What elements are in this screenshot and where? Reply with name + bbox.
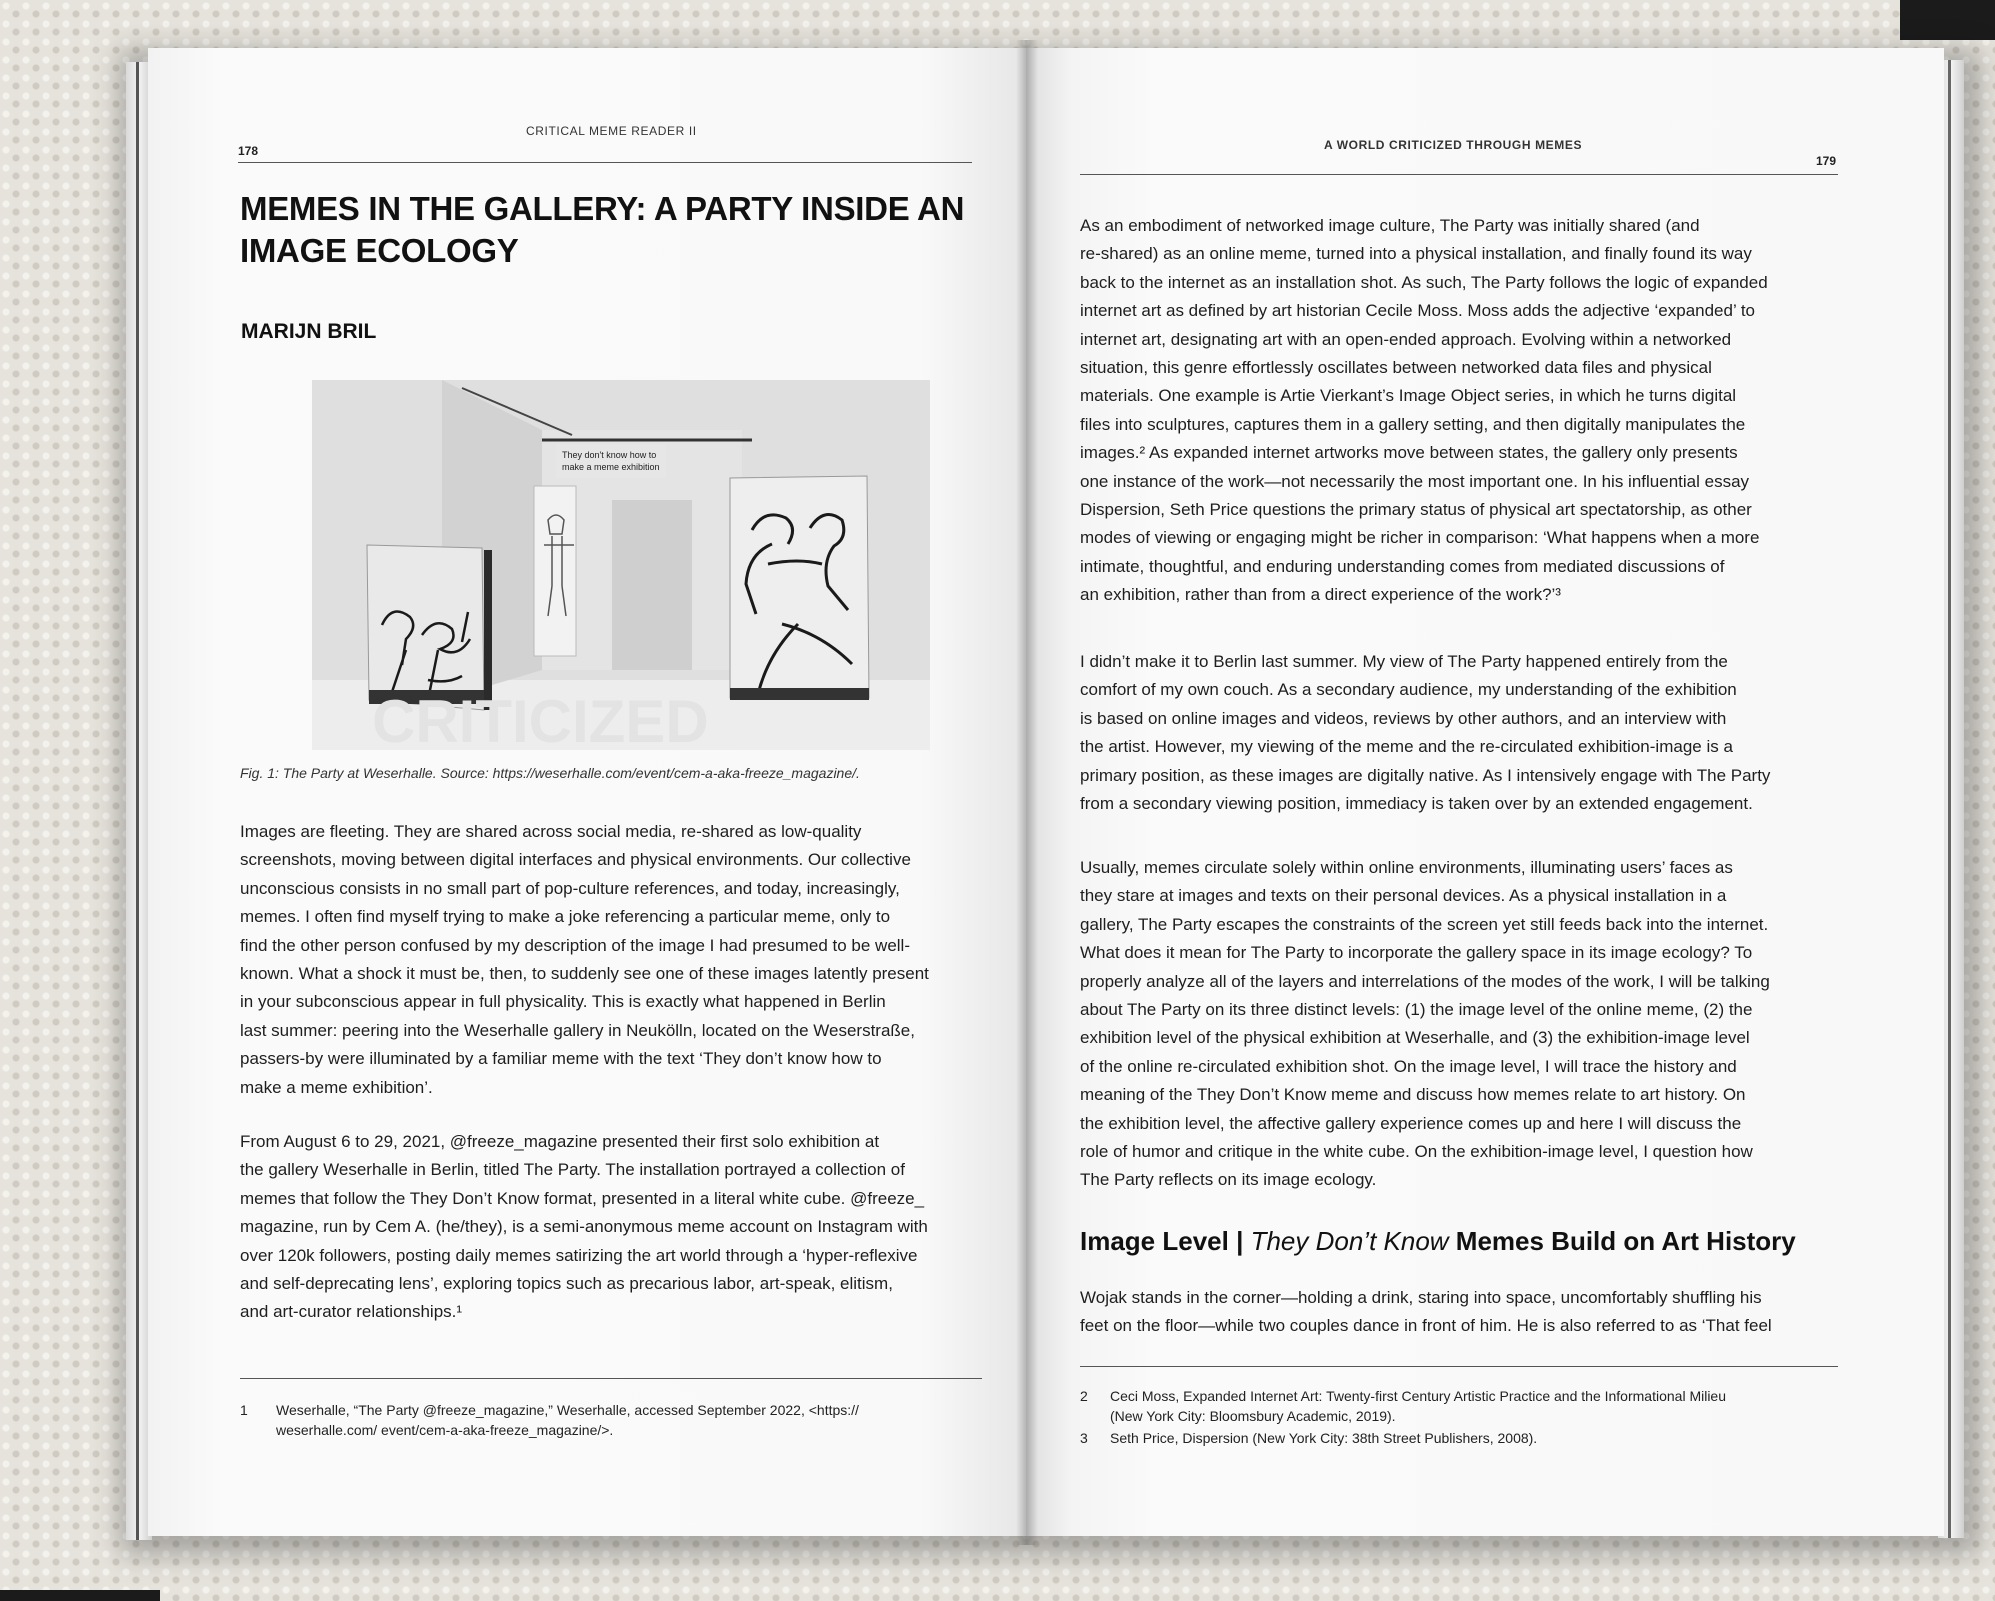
text-line: the artist. However, my viewing of the meme and the re-circulated exhibition-image is a (1080, 737, 1733, 757)
right-paragraph-4 (1080, 1284, 1838, 1341)
article-title (240, 188, 980, 272)
text-line: they stare at images and texts on their personal devices. As a physical installation in a (1080, 886, 1727, 906)
author-name: MARIJN BRIL (241, 320, 377, 343)
footnote-1 (240, 1400, 982, 1440)
heading-suffix: Memes Build on Art History (1448, 1226, 1796, 1256)
left-inner-cover-line (136, 62, 139, 1540)
text-line: find the other person confused by my description of the image I had presumed to be well- (240, 935, 910, 955)
right-header-rule (1080, 174, 1838, 175)
text-line: I didn’t make it to Berlin last summer. My view of The Party happened entirely from the (1080, 652, 1728, 671)
text-line: modes of viewing or engaging might be richer in comparison: ‘What happens when a more (1080, 528, 1760, 548)
text-line: What does it mean for The Party to incorporate the gallery space in its image ecology? To (1080, 943, 1753, 963)
text-line: about The Party on its three distinct levels: (1) the image level of the online meme, (2) the (1080, 1000, 1753, 1020)
gallery-photo (312, 380, 930, 750)
left-running-head: CRITICAL MEME READER II (526, 124, 697, 138)
left-paragraph-2 (240, 1128, 982, 1327)
footnote-line: Weserhalle, “The Party @freeze_magazine,” Weserhalle, accessed September 2022, <https:// (276, 1402, 859, 1418)
text-line: in your subconscious appear in full physicality. This is exactly what happened in Berlin (240, 992, 886, 1012)
text-line: an exhibition, rather than from a direct experience of the work?’³ (1080, 585, 1561, 605)
right-inner-cover-line (1948, 60, 1951, 1538)
title-line: MEMES IN THE GALLERY: A PARTY INSIDE AN (240, 190, 965, 227)
text-line: Dispersion, Seth Price questions the primary status of physical art spectatorship, as other (1080, 500, 1752, 520)
footnote-line: (New York City: Bloomsbury Academic, 2019). (1110, 1408, 1396, 1424)
footnote-number: 1 (240, 1402, 248, 1418)
text-line: memes. I often find myself trying to make a joke referencing a particular meme, only to (240, 907, 891, 927)
title-line: IMAGE ECOLOGY (240, 232, 519, 269)
text-line: make a meme exhibition’. (240, 1077, 433, 1097)
left-header-rule (238, 162, 972, 163)
svg-text:CRITICIZED: CRITICIZED (372, 688, 709, 750)
text-line: exhibition level of the physical exhibition at Weserhalle, and (3) the exhibition-image level (1080, 1028, 1750, 1048)
footnote-line: Ceci Moss, Expanded Internet Art: Twenty-first Century Artistic Practice and the Informational Milieu (1110, 1388, 1727, 1404)
text-line: feet on the floor—while two couples dance in front of him. He is also referred to as ‘That feel (1080, 1316, 1772, 1336)
text-line: last summer: peering into the Weserhalle gallery in Neukölln, located on the Weserstraße, (240, 1020, 915, 1040)
figure-caption: Fig. 1: The Party at Weserhalle. Source: https://weserhalle.com/event/cem-a-aka-freeze_magazine/. (240, 765, 860, 781)
text-line: Images are fleeting. They are shared across social media, re-shared as low-quality (240, 822, 862, 841)
text-line: known. What a shock it must be, then, to suddenly see one of these images latently present (240, 964, 929, 984)
text-line: As an embodiment of networked image culture, The Party was initially shared (and (1080, 216, 1700, 235)
dark-edge-top-right (1900, 0, 1995, 40)
heading-italic: They Don’t Know (1250, 1226, 1449, 1256)
text-line: and art-curator relationships.¹ (240, 1302, 463, 1322)
text-line: of the online re-circulated exhibition shot. On the image level, I will trace the history and (1080, 1056, 1737, 1076)
text-line: meaning of the They Don’t Know meme and discuss how memes relate to art history. On (1080, 1085, 1746, 1105)
text-line: unconscious consists in no small part of pop-culture references, and today, increasingly, (240, 878, 900, 898)
text-line: Usually, memes circulate solely within online environments, illuminating users’ faces as (1080, 858, 1733, 877)
text-line: From August 6 to 29, 2021, @freeze_magazine presented their first solo exhibition at (240, 1132, 880, 1151)
text-line: back to the internet as an installation shot. As such, The Party follows the logic of expanded (1080, 272, 1768, 292)
footnote-2 (1080, 1386, 1838, 1426)
right-page-number: 179 (1816, 154, 1837, 168)
text-line: files into sculptures, captures them in a gallery setting, and then digitally manipulates the (1080, 414, 1746, 434)
text-line: over 120k followers, posting daily memes satirizing the art world through a ‘hyper-reflexive (240, 1245, 918, 1265)
left-page (148, 48, 1026, 1536)
text-line: and self-deprecating lens’, exploring topics such as precarious labor, art-speak, elitism, (240, 1274, 893, 1294)
text-line: comfort of my own couch. As a secondary audience, my understanding of the exhibition (1080, 680, 1737, 700)
text-line: is based on online images and videos, reviews by other authors, and an interview with (1080, 708, 1727, 728)
text-line: materials. One example is Artie Vierkant’s Image Object series, in which he turns digital (1080, 386, 1737, 406)
text-line: properly analyze all of the layers and interrelations of the modes of the work, I will be talking (1080, 971, 1770, 991)
text-line: the exhibition level, the affective gallery experience comes up and here I will discuss the (1080, 1113, 1742, 1133)
right-paragraph-2 (1080, 648, 1838, 818)
right-footnote-rule (1080, 1366, 1838, 1367)
text-line: situation, this genre effortlessly oscillates between networked data files and physical (1080, 358, 1712, 378)
footnote-line: Seth Price, Dispersion (New York City: 38th Street Publishers, 2008). (1110, 1430, 1538, 1446)
text-line: one instance of the work—not necessarily the most important one. In his influential essay (1080, 471, 1750, 491)
text-line: the gallery Weserhalle in Berlin, titled The Party. The installation portrayed a collection of (240, 1160, 905, 1180)
left-footnote-rule (240, 1378, 982, 1379)
dark-edge-bottom-left (0, 1590, 160, 1601)
text-line: magazine, run by Cem A. (he/they), is a semi-anonymous meme account on Instagram with (240, 1217, 928, 1237)
text-line: gallery, The Party escapes the constraints of the screen yet still feeds back into the internet. (1080, 914, 1769, 934)
text-line: Wojak stands in the corner—holding a drink, staring into space, uncomfortably shuffling his (1080, 1288, 1762, 1307)
footnote-line: weserhalle.com/ event/cem-a-aka-freeze_magazine/>. (276, 1422, 614, 1438)
text-line: from a secondary viewing position, immediacy is taken over by an extended engagement. (1080, 794, 1753, 814)
footnote-3 (1080, 1428, 1838, 1448)
footnote-number: 3 (1080, 1430, 1088, 1446)
gallery-photo-illustration (312, 380, 930, 750)
text-line: primary position, as these images are digitally native. As I intensively engage with The Party (1080, 765, 1771, 785)
text-line: passers-by were illuminated by a familiar meme with the text ‘They don’t know how to (240, 1049, 882, 1069)
gallery-sign-line-1: They don't know how to (562, 450, 657, 460)
text-line: internet art as defined by art historian Cecile Moss. Moss adds the adjective ‘expanded’ to (1080, 301, 1756, 321)
text-line: screenshots, moving between digital interfaces and physical environments. Our collective (240, 850, 911, 870)
right-paragraph-1 (1080, 212, 1838, 610)
text-line: role of humor and critique in the white cube. On the exhibition-image level, I question how (1080, 1142, 1753, 1162)
text-line: memes that follow the They Don’t Know format, presented in a literal white cube. @freeze_ (240, 1188, 925, 1208)
text-line: images.² As expanded internet artworks move between states, the gallery only presents (1080, 443, 1738, 463)
right-paragraph-3 (1080, 854, 1838, 1195)
heading-prefix: Image Level | (1080, 1226, 1251, 1256)
left-page-number: 178 (238, 144, 259, 158)
book-spine (1016, 40, 1038, 1545)
gallery-sign-line-2: make a meme exhibition (562, 462, 660, 472)
footnote-number: 2 (1080, 1388, 1088, 1404)
right-page (1026, 48, 1944, 1536)
text-line: The Party reflects on its image ecology. (1080, 1170, 1377, 1190)
text-line: intimate, thoughtful, and enduring understanding comes from mediated discussions of (1080, 556, 1725, 576)
section-heading (1080, 1226, 1796, 1257)
text-line: internet art, designating art with an open-ended approach. Evolving within a networked (1080, 329, 1732, 349)
text-line: re-shared) as an online meme, turned into a physical installation, and finally found its way (1080, 244, 1752, 264)
left-paragraph-1 (240, 818, 982, 1102)
right-running-head: A WORLD CRITICIZED THROUGH MEMES (1324, 138, 1583, 152)
